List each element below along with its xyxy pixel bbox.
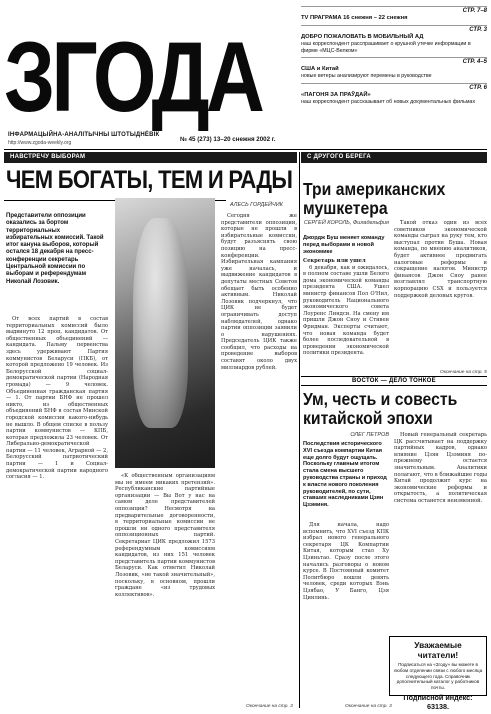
- body-text: От всех партий в состав территориальных комиссий было выдвинуто 12 проц. кандидатов. От общественных объединений — кандидата. Пальму первенства здесь удерживают Партия коммунистов Беларуси (ПКБ), от которой предложено 19 человек. Из Белорусской социал-демократической партии (Народная громада) — 9 человек. Объединенная гражданская партия — 1. От партии БНФ не прошел никто, из общественных объединений БНФ в состав Минской городской комиссии какого-нибудь не вышло. В общем списке в пользу партии коммунистов — КПБ, которая предложила 23 человек. От Либерально-демократической партии — 11 человек, Аграрной — 2, Белорусский патриотический партии — 1 и Социал-демократической партии народного согласия — 1.: [6, 316, 108, 481]
- left-article-byline: АЛЕСЬ ГОРДЕЙЧИК: [230, 202, 283, 208]
- subhead: Секретарь или ушел: [303, 258, 366, 264]
- body-text: «К общественным организациям мы не имеем никаких претензий». Республиканские партийные организации — Вы Вот у нас на самом деле представителей оппозиции? Несмотря на предварительные договоренности, в территориальные комиссии не прошли ни одного представителя оппозиционных партий. Секретариат ЦИК предложил 1573 референдумным комиссиям кандидатов, из них 151 человек представитель партии коммунистов Беларуси. Как отметил Николай Лозовик, «не такой значительный», поскольку, в основном, прошли граждане «из трудовых коллективов».: [115, 473, 215, 598]
- body-text: Такой отказ один из всех советников экономической команды сыграл на руку тем, кто выступал против Буша. Новая команда, по мнению аналитиков, будет активнее продвигать налоговые реформы и сокращение налогов. Министр финансов Джон Сноу ранее возглавлял транспортную корпорацию CSX и пользуется поддержкой деловых кругов.: [394, 220, 487, 299]
- left-article-lead: Представители оппозиции оказались за бортом территориальных избирательных комиссий. Такой итог кануна выборов, который остался 18 декабря на пресс-конференции секретарь Центральной комиссии по выборам и референдумам Николай Лозовик.: [6, 213, 104, 285]
- tagline: ІНФАРМАЦЫЙНА-АНАЛІТЫЧНЫ ШТОТЫДНЁВІК: [8, 132, 160, 138]
- toc-title: ДОБРО ПОЖАЛОВАТЬ В МОБИЛЬНЫЙ АД: [301, 34, 424, 40]
- issue-info: № 45 (273) 13–20 снежня 2002 г.: [180, 136, 276, 143]
- right-article-2-col1: [303, 522, 389, 698]
- toc-page: СТР. 3: [301, 25, 487, 33]
- body-text: Сегодня же представители оппозиции, которые не прошли в избирательные комиссии, будут разъяснять свою позицию на пресс-конференции. Избирательная кампания уже началась, и выдвижение кандидатов в депутаты местных Советов обещает быть особенно активным. Николай Лозовик подчеркнул, что ЦИК не будет ограничивать доступ наблюдателей, однако партии оппозиции заявили о нарушениях. Председатель ЦИК также сообщил, что расходы на проведение выборов составят около двух миллиардов рублей.: [221, 213, 297, 371]
- table-of-contents: [301, 6, 487, 108]
- right-article-2-headline[interactable]: Ум, честь и совесть китайской эпохи: [303, 389, 458, 428]
- right-article-1-byline: СЕРГЕЙ КОРОЛЬ, Филадельфия: [303, 220, 389, 226]
- toc-page: СТР. 4–5: [301, 57, 487, 65]
- toc-item[interactable]: [301, 25, 487, 54]
- section-banner-right-top: С ДРУГОГО БЕРЕГА: [301, 152, 487, 163]
- right-article-1-headline[interactable]: Три американских мушкетера: [303, 179, 446, 218]
- toc-desc: наш корреспондент расспрашивает о крушной утечке информации в фирме «МЦС-Велком»: [301, 41, 471, 54]
- right-article-2-col2: [394, 432, 487, 630]
- newspaper-logo: ЗГОДА: [4, 22, 262, 133]
- right-article-2-continuation[interactable]: Окончание на стр. 3: [345, 704, 392, 709]
- section-banner-left: НАВСТРЕЧУ ВЫБОРАМ: [4, 152, 297, 163]
- notice-text: Подписаться на «Згоду» вы можете в любом отделении связи с любого месяца следующего года. Справочник дополнительный каталог у работников почты.: [393, 662, 483, 691]
- right-article-1-col1: [303, 256, 389, 370]
- masthead-divider: [4, 149, 487, 150]
- subscription-notice: [389, 636, 487, 711]
- toc-title: TV ПРАГРАМА 16 снежня – 22 снежня: [301, 15, 408, 21]
- notice-title: Уважаемые читатели!: [414, 640, 462, 660]
- toc-desc: новые ветеры анализируют перемены в руководстве: [301, 73, 432, 79]
- toc-title: «ПАГОНЯ ЗА ПРАЎДАЙ»: [301, 91, 371, 98]
- right-article-1-continuation[interactable]: Окончание на стр. 5: [440, 370, 487, 375]
- left-article-col1: [6, 316, 108, 704]
- left-article-continuation[interactable]: Окончание на стр. 3: [246, 704, 293, 709]
- toc-item[interactable]: [301, 6, 487, 22]
- body-text: 6 декабря, как и ожидалось, в полном составе ушли Белого дома экономической команды президента США. Ушел министр финансов Пол О'Нил, руководитель Национального экономического совета Лоуренс Линдси. На смену им пришли Джон Сноу и Стивен Фридман. Эксперты считают, что новая команда будет более последовательной в проведении экономической политики президента.: [303, 264, 389, 357]
- section-banner-right-mid: ВОСТОК — ДЕЛО ТОНКОЕ: [301, 376, 487, 386]
- column-divider: [299, 152, 300, 708]
- toc-page: СТР. 6: [301, 83, 487, 91]
- toc-item[interactable]: [301, 83, 487, 106]
- toc-page: СТР. 7–8: [301, 6, 487, 14]
- left-article-col2: [115, 473, 215, 704]
- left-article-headline[interactable]: ЧЕМ БОГАТЫ, ТЕМ И РАДЫ: [6, 166, 293, 194]
- toc-desc: наш корреспондент рассказывает об новых документальных фильмах: [301, 98, 476, 105]
- body-text: Для начала, надо вспомнить, что ХVI съезд КПК избрал нового генерального секретаря ЦК Компартии Китая, которым стал Ху Цзиньтао. Сразу после этого начались разговоры о новом курсе. В Постоянный комитет Политбюро вошли девять человек, среди которых Вэнь Цзябао, У Банго, Цзя Цинлинь.: [303, 522, 389, 601]
- body-text: Новый генеральный секретарь ЦК рассчитывает на поддержку партийных кадров, однако влияние Цзян Цзэминя по-прежнему остается значительным. Аналитики полагают, что в ближайшие годы Китай продолжит курс на экономические реформы и открытость, а политическая система останется неизменной.: [394, 432, 487, 504]
- sculpture-photo: [115, 198, 215, 468]
- left-article-col3: [221, 213, 297, 698]
- subscription-index: Подписной индекс: 63138.: [403, 692, 473, 711]
- toc-item[interactable]: [301, 57, 487, 80]
- right-article-2-byline: ОЛЕГ ПЕТРОВ: [350, 432, 389, 438]
- right-article-1-col2: [394, 220, 487, 370]
- toc-title: США и Китай: [301, 66, 339, 72]
- website-url[interactable]: http://www.zgoda-weekly.org: [8, 140, 72, 146]
- right-article-2-lead: Последствия исторического XVI съезда компартии Китая еще долго будут ощущать. Поскольку главным итогом стала смена высшего руководства страны и приход к власти нового поколения руководителей, по сути, ставших наследниками Цзян Цзэминя.: [303, 441, 387, 509]
- right-article-1-lead: Джордж Буш меняет команду перед выборами в новой экономике: [303, 235, 385, 255]
